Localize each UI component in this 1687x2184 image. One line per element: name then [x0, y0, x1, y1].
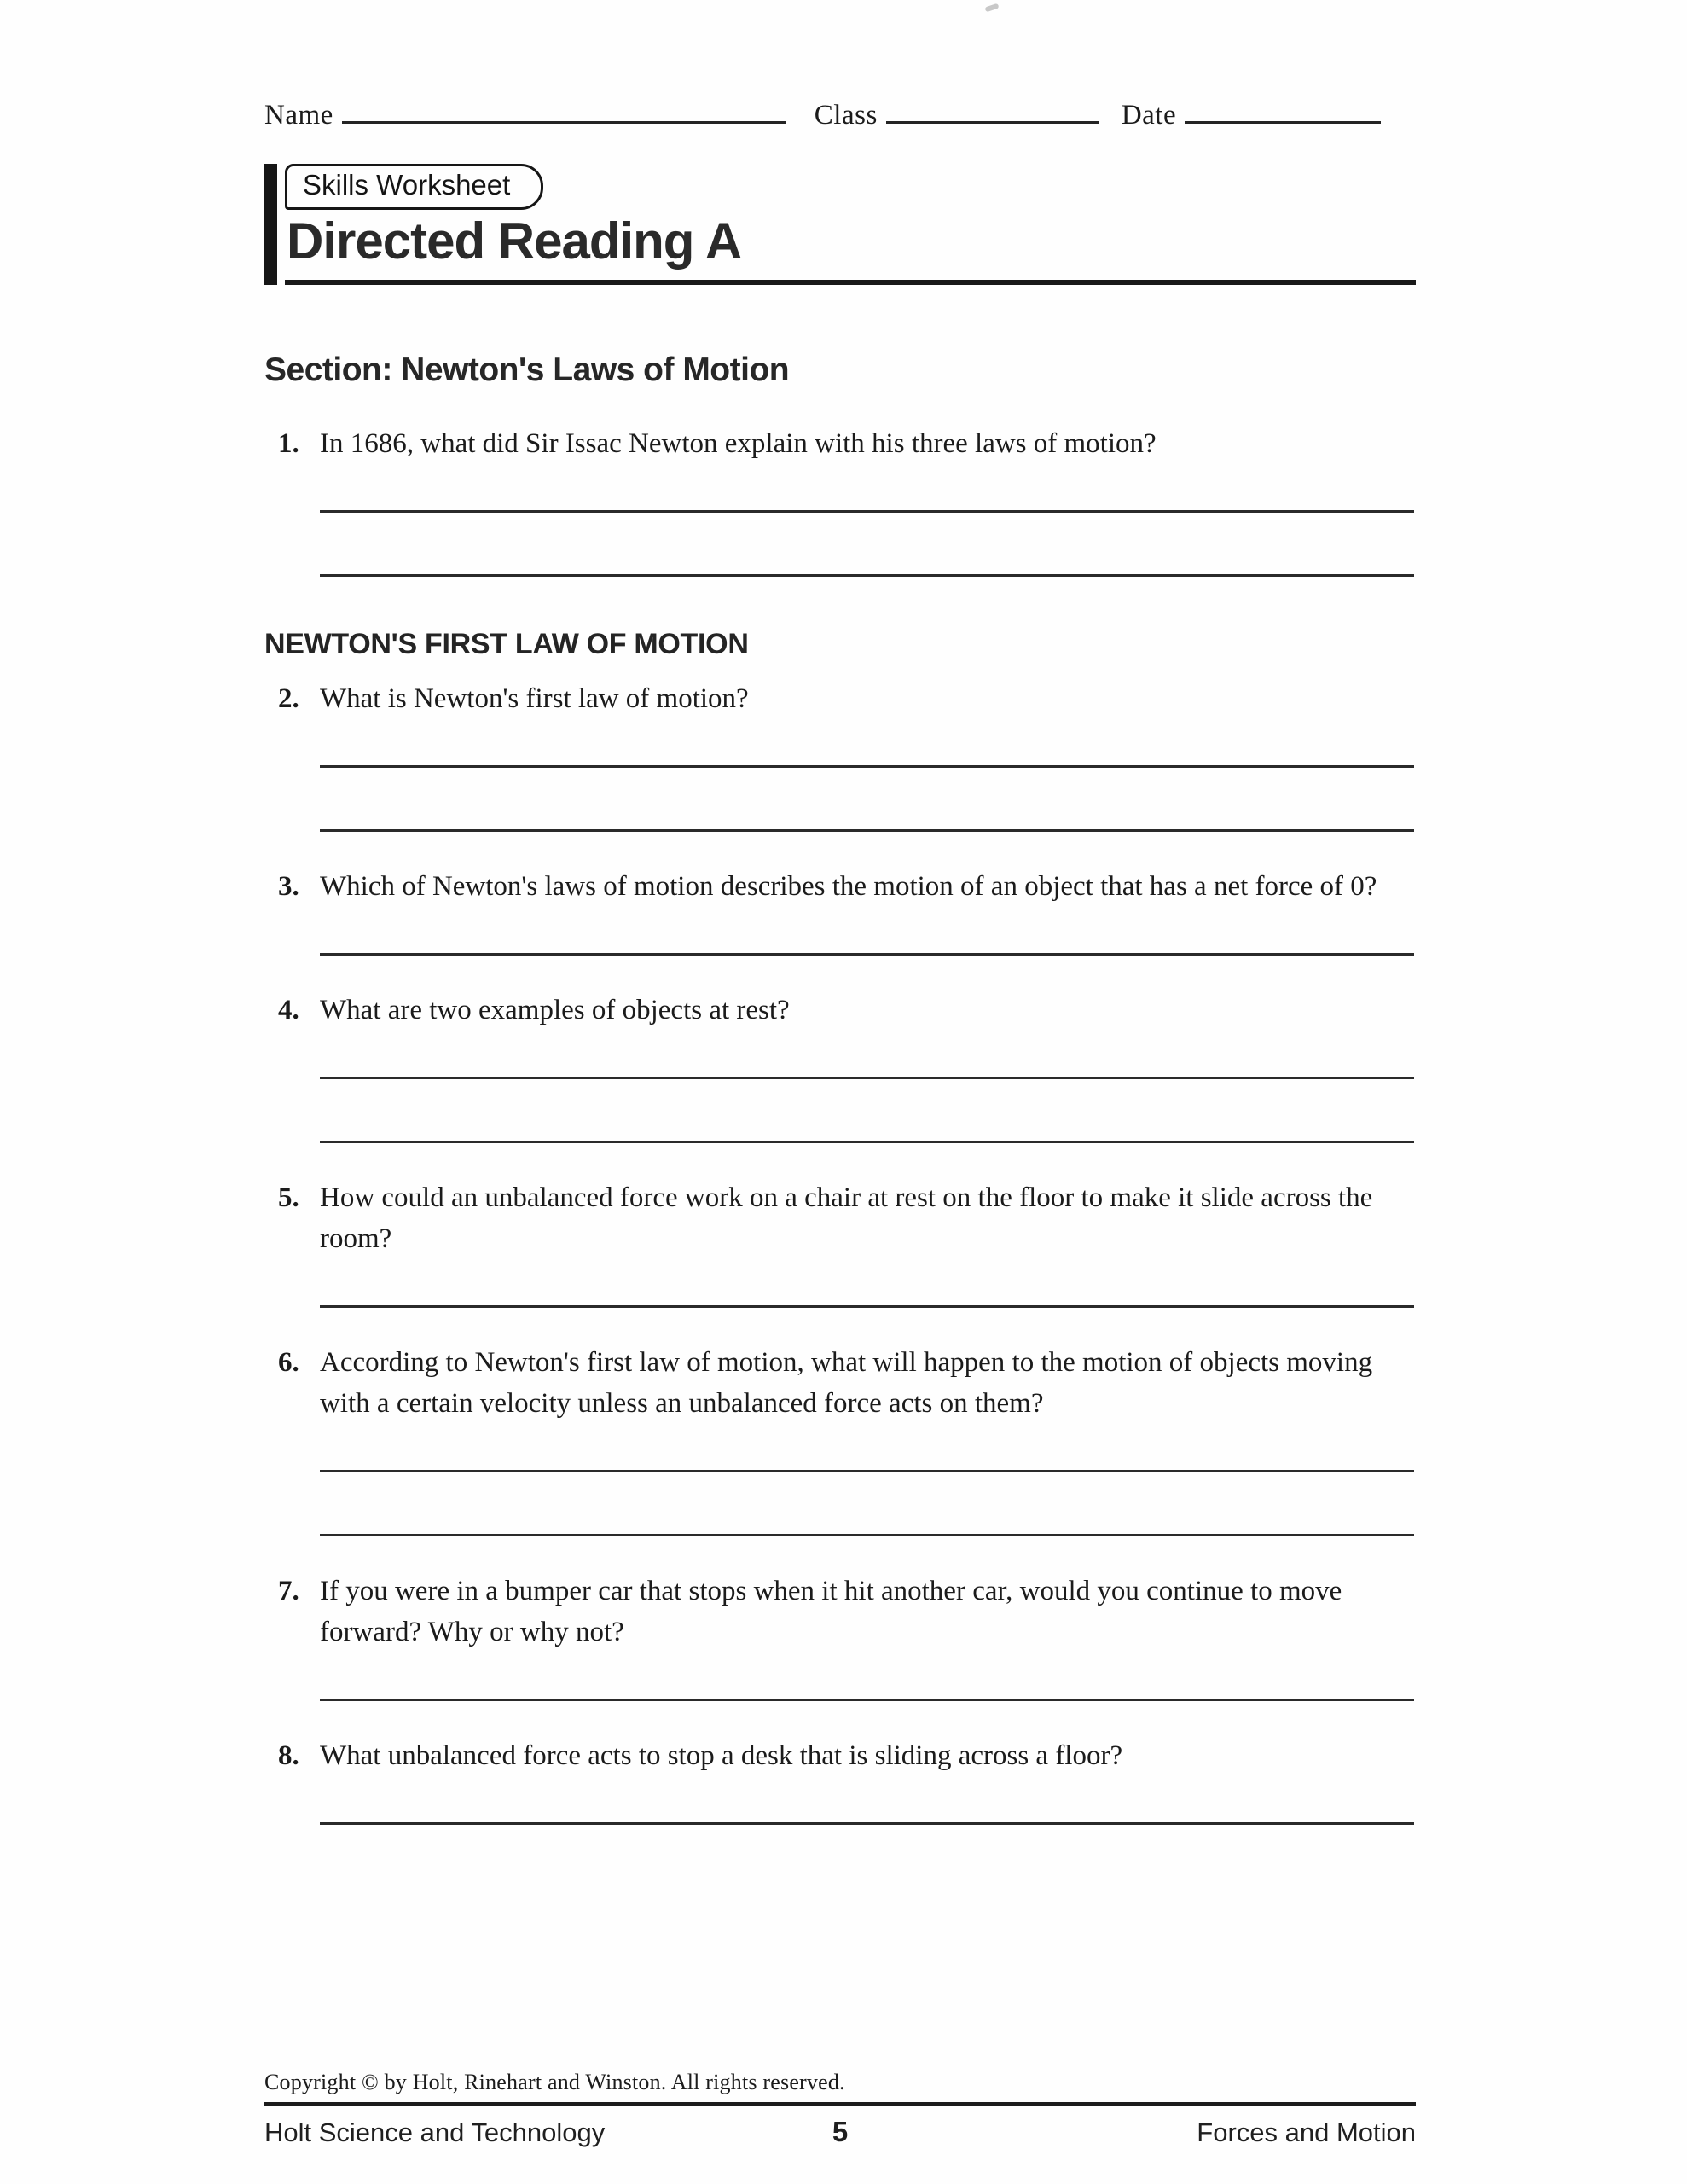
question-5: [264, 1177, 1416, 1259]
name-blank-line[interactable]: [342, 96, 786, 124]
subsection-heading: NEWTON'S FIRST LAW OF MOTION: [264, 628, 749, 660]
answer-blank-line[interactable]: [320, 1822, 1414, 1825]
question-6: [264, 1342, 1416, 1424]
footer-page-number: 5: [832, 2116, 849, 2147]
question-text: What is Newton's first law of motion?: [320, 683, 749, 714]
answer-blank-line[interactable]: [320, 574, 1414, 577]
question-text: How could an unbalanced force work on a chair at rest on the floor to make it slide across the room?: [320, 1182, 1373, 1254]
date-blank-line[interactable]: [1185, 96, 1381, 124]
question-text: According to Newton's first law of motion, what will happen to the motion of objects moving with a certain velocity unless an unbalanced force acts on them?: [320, 1347, 1373, 1419]
question-number: 7.: [278, 1576, 299, 1606]
answer-blank-line[interactable]: [320, 1077, 1414, 1079]
question-8: [264, 1735, 1416, 1776]
answer-blank-line[interactable]: [320, 829, 1414, 832]
answer-blank-line[interactable]: [320, 1305, 1414, 1308]
date-label: Date: [1121, 100, 1177, 131]
section-title: Section: Newton's Laws of Motion: [264, 351, 790, 388]
answer-blank-line[interactable]: [320, 510, 1414, 513]
question-number: 6.: [278, 1347, 299, 1378]
question-number: 8.: [278, 1740, 299, 1771]
question-text: What unbalanced force acts to stop a desk that is sliding across a floor?: [320, 1740, 1123, 1771]
question-text: In 1686, what did Sir Issac Newton explain with his three laws of motion?: [320, 428, 1157, 459]
skills-worksheet-tab: Skills Worksheet: [285, 164, 543, 210]
question-text: Which of Newton's laws of motion describes the motion of an object that has a net force of 0?: [320, 871, 1377, 902]
question-list: [264, 423, 1416, 1825]
question-number: 3.: [278, 871, 299, 902]
question-2: [264, 678, 1416, 719]
title-rule: [285, 280, 1416, 285]
question-1: [264, 423, 1416, 464]
copyright-text: Copyright © by Holt, Rinehart and Winston. All rights reserved.: [264, 2070, 845, 2094]
answer-blank-line[interactable]: [320, 765, 1414, 768]
page-title: Directed Reading A: [287, 212, 742, 270]
answer-blank-line[interactable]: [320, 1470, 1414, 1472]
question-3: [264, 866, 1416, 907]
question-number: 5.: [278, 1182, 299, 1213]
question-text: What are two examples of objects at rest?: [320, 995, 790, 1025]
page-footer: [264, 2070, 1416, 2148]
question-text: If you were in a bumper car that stops when it hit another car, would you continue to move forward? Why or why not?: [320, 1576, 1342, 1647]
footer-chapter-title: Forces and Motion: [1197, 2117, 1417, 2147]
question-number: 2.: [278, 683, 299, 714]
question-number: 4.: [278, 995, 299, 1025]
footer-book-title: Holt Science and Technology: [264, 2117, 606, 2147]
answer-blank-line[interactable]: [320, 1141, 1414, 1143]
question-7: [264, 1571, 1416, 1653]
question-number: 1.: [278, 428, 299, 459]
class-label: Class: [814, 100, 878, 131]
answer-blank-line[interactable]: [320, 1699, 1414, 1701]
answer-blank-line[interactable]: [320, 1534, 1414, 1536]
worksheet-banner: [264, 164, 1416, 285]
footer-row: [264, 2116, 1416, 2148]
name-label: Name: [264, 100, 333, 131]
footer-rule: [264, 2102, 1416, 2106]
banner-vertical-bar: [264, 164, 277, 285]
student-info-header: [264, 96, 1416, 133]
answer-blank-line[interactable]: [320, 953, 1414, 956]
question-4: [264, 990, 1416, 1031]
class-blank-line[interactable]: [886, 96, 1099, 124]
